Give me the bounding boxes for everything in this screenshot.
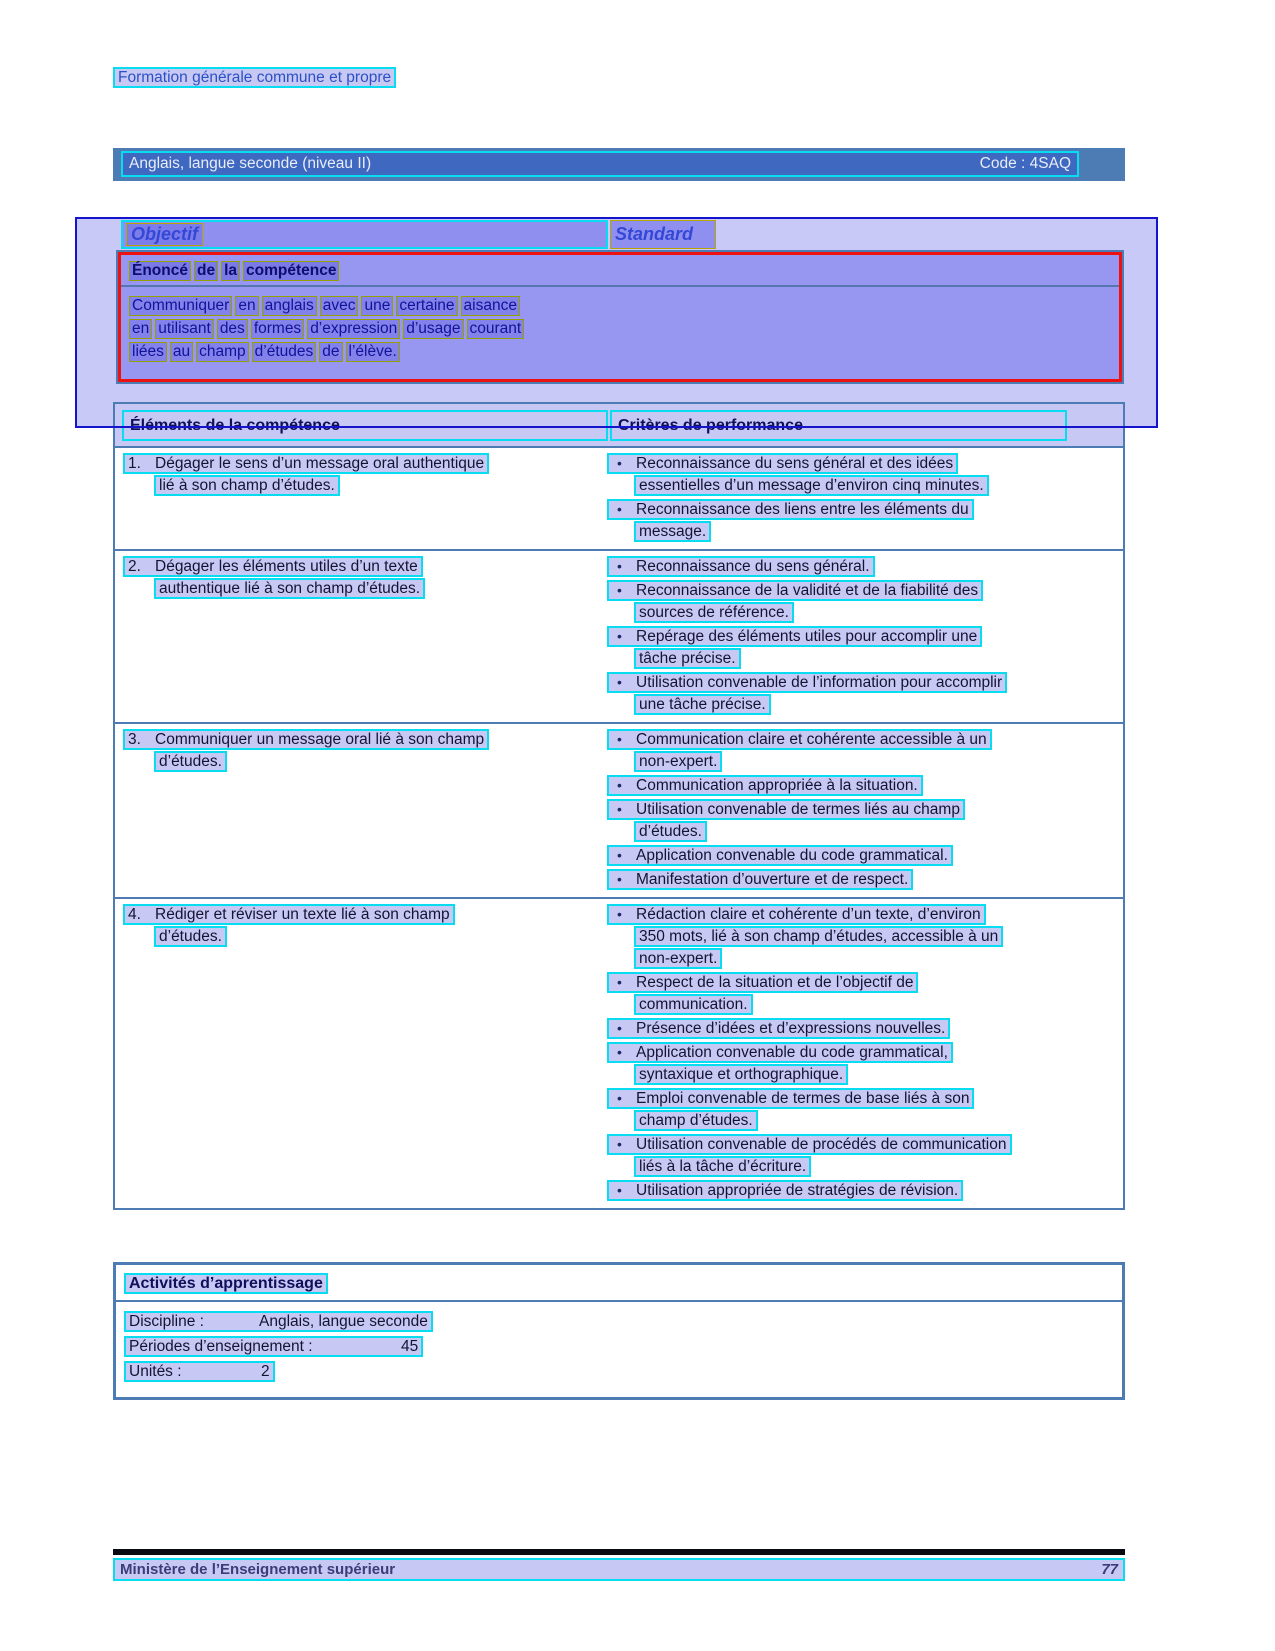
criteria-item bbox=[607, 729, 1123, 772]
text-highlight-line bbox=[634, 475, 989, 496]
bullet-icon: • bbox=[617, 501, 622, 517]
table-row bbox=[115, 722, 1123, 897]
criteria-text: Communication claire et cohérente accessible à un bbox=[636, 731, 987, 748]
bullet-icon: • bbox=[617, 801, 622, 817]
text-highlight-line bbox=[607, 1088, 974, 1109]
criteria-line-row bbox=[607, 972, 1123, 993]
enonce-box-inner bbox=[118, 252, 1122, 382]
activity-label: Discipline : bbox=[129, 1313, 204, 1330]
text-highlight-line bbox=[154, 475, 340, 496]
bullet-icon: • bbox=[617, 731, 622, 747]
text-highlight-line bbox=[634, 994, 753, 1015]
objectif-heading: Objectif bbox=[126, 223, 203, 246]
bullet-icon: • bbox=[617, 1020, 622, 1036]
text-highlight-word: en bbox=[235, 296, 258, 316]
bullet-icon: • bbox=[617, 906, 622, 922]
criteria-cell bbox=[607, 728, 1123, 893]
element-text: authentique lié à son champ d’études. bbox=[159, 580, 421, 597]
element-line-row bbox=[123, 751, 607, 772]
footer-page-number: 77 bbox=[1101, 1561, 1118, 1578]
criteria-text: Utilisation convenable de termes liés au champ bbox=[636, 801, 960, 818]
criteria-line-row bbox=[607, 775, 1123, 796]
bullet-icon: • bbox=[617, 847, 622, 863]
criteria-item bbox=[607, 775, 1123, 796]
text-highlight-line bbox=[607, 453, 958, 474]
activity-value: 2 bbox=[261, 1363, 270, 1380]
text-highlight-word: d’études bbox=[252, 342, 317, 362]
criteria-text: champ d’études. bbox=[639, 1112, 753, 1129]
criteria-text: Présence d’idées et d’expressions nouvelles. bbox=[636, 1020, 946, 1037]
criteria-text: Reconnaissance des liens entre les éléments du bbox=[636, 501, 969, 518]
criteria-line-row bbox=[607, 521, 1123, 542]
element-cell bbox=[115, 555, 607, 718]
enonce-title bbox=[121, 255, 1119, 287]
activities-title-row bbox=[116, 1265, 1122, 1302]
bullet-icon: • bbox=[617, 1090, 622, 1106]
criteria-line-row bbox=[607, 1180, 1123, 1201]
text-highlight-line bbox=[607, 972, 918, 993]
criteria-text: Reconnaissance du sens général. bbox=[636, 558, 870, 575]
criteria-line-row bbox=[607, 948, 1123, 969]
element-line-row bbox=[123, 729, 607, 750]
criteria-item bbox=[607, 972, 1123, 1015]
enonce-body bbox=[121, 287, 1119, 371]
element-text: Dégager les éléments utiles d’un texte bbox=[155, 558, 418, 575]
text-highlight-line bbox=[634, 694, 771, 715]
element-text: d’études. bbox=[159, 928, 222, 945]
criteria-text: sources de référence. bbox=[639, 604, 789, 621]
criteria-line-row bbox=[607, 556, 1123, 577]
course-title: Anglais, langue seconde (niveau II) bbox=[129, 155, 372, 172]
text-highlight-line bbox=[607, 1180, 963, 1201]
enonce-text-line bbox=[129, 342, 1111, 362]
element-line-row bbox=[123, 556, 607, 577]
criteria-item bbox=[607, 556, 1123, 577]
criteria-line-row bbox=[607, 729, 1123, 750]
course-title-highlight bbox=[121, 151, 1079, 177]
enonce-text-line bbox=[129, 296, 1111, 316]
text-highlight-line bbox=[607, 580, 983, 601]
criteria-text: d’études. bbox=[639, 823, 702, 840]
text-highlight-line bbox=[607, 556, 875, 577]
text-highlight-word: une bbox=[361, 296, 393, 316]
criteria-line-row bbox=[607, 1156, 1123, 1177]
text-highlight-line bbox=[154, 751, 227, 772]
criteria-line-row bbox=[607, 672, 1123, 693]
text-highlight-word: Énoncé bbox=[129, 261, 191, 281]
text-highlight-line bbox=[634, 1064, 848, 1085]
criteria-text: Repérage des éléments utiles pour accomplir une bbox=[636, 628, 978, 645]
text-highlight-word: compétence bbox=[243, 261, 339, 281]
element-cell bbox=[115, 728, 607, 893]
criteria-text: Utilisation convenable de procédés de communication bbox=[636, 1136, 1007, 1153]
bullet-icon: • bbox=[617, 974, 622, 990]
criteria-text: Utilisation appropriée de stratégies de révision. bbox=[636, 1182, 959, 1199]
activities-lines bbox=[116, 1302, 1122, 1391]
criteria-line-row bbox=[607, 926, 1123, 947]
criteria-line-row bbox=[607, 904, 1123, 925]
text-highlight-word: au bbox=[170, 342, 193, 362]
criteria-cell bbox=[607, 555, 1123, 718]
text-highlight-line bbox=[634, 1156, 811, 1177]
criteria-line-row bbox=[607, 1088, 1123, 1109]
text-highlight-line bbox=[634, 948, 722, 969]
text-highlight-word: de bbox=[194, 261, 218, 281]
criteria-item bbox=[607, 499, 1123, 542]
activity-value: 45 bbox=[401, 1338, 419, 1355]
element-line-row bbox=[123, 578, 607, 599]
text-highlight-word: l’élève. bbox=[346, 342, 400, 362]
criteria-text: Reconnaissance du sens général et des idées bbox=[636, 455, 954, 472]
competence-table bbox=[113, 402, 1125, 1210]
criteria-text: liés à la tâche d’écriture. bbox=[639, 1158, 807, 1175]
text-highlight-word: en bbox=[129, 319, 152, 339]
competence-table-rows bbox=[115, 448, 1123, 1208]
objectif-heading-box bbox=[121, 220, 608, 249]
table-row bbox=[115, 549, 1123, 722]
text-highlight-word: champ bbox=[196, 342, 249, 362]
text-highlight-line bbox=[607, 1018, 950, 1039]
text-highlight-line bbox=[607, 1042, 953, 1063]
criteria-line-row bbox=[607, 821, 1123, 842]
course-title-bar bbox=[113, 148, 1125, 181]
text-highlight-line bbox=[607, 869, 913, 890]
activities-title: Activités d’apprentissage bbox=[124, 1273, 328, 1294]
element-line-row bbox=[123, 475, 607, 496]
text-highlight-line bbox=[634, 926, 1003, 947]
text-highlight-line bbox=[607, 499, 974, 520]
activity-label: Périodes d’enseignement : bbox=[129, 1338, 313, 1355]
criteria-text: communication. bbox=[639, 996, 748, 1013]
footer-ministry: Ministère de l’Enseignement supérieur bbox=[120, 1561, 396, 1578]
criteria-line-row bbox=[607, 845, 1123, 866]
criteria-line-row bbox=[607, 1042, 1123, 1063]
criteria-line-row bbox=[607, 869, 1123, 890]
bullet-icon: • bbox=[617, 628, 622, 644]
element-text: Communiquer un message oral lié à son champ bbox=[155, 731, 485, 748]
criteria-line-row bbox=[607, 626, 1123, 647]
criteria-line-row bbox=[607, 751, 1123, 772]
text-highlight-word: de bbox=[319, 342, 342, 362]
text-highlight-line bbox=[123, 556, 423, 577]
table-header-criteres: Critères de performance bbox=[610, 410, 1067, 441]
text-highlight-word: Communiquer bbox=[129, 296, 232, 316]
criteria-text: non-expert. bbox=[639, 950, 718, 967]
criteria-item bbox=[607, 904, 1123, 969]
text-highlight-line bbox=[634, 602, 794, 623]
criteria-text: Manifestation d’ouverture et de respect. bbox=[636, 871, 909, 888]
text-highlight-line bbox=[607, 799, 965, 820]
course-code: Code : 4SAQ bbox=[979, 155, 1071, 172]
text-highlight-line bbox=[607, 845, 953, 866]
criteria-line-row bbox=[607, 648, 1123, 669]
criteria-line-row bbox=[607, 994, 1123, 1015]
criteria-cell bbox=[607, 452, 1123, 545]
criteria-item bbox=[607, 580, 1123, 623]
element-text: Rédiger et réviser un texte lié à son champ bbox=[155, 906, 450, 923]
bullet-icon: • bbox=[617, 558, 622, 574]
criteria-text: Emploi convenable de termes de base liés à son bbox=[636, 1090, 970, 1107]
criteria-line-row bbox=[607, 1110, 1123, 1131]
bullet-icon: • bbox=[617, 582, 622, 598]
element-cell bbox=[115, 452, 607, 545]
text-highlight-word: utilisant bbox=[155, 319, 214, 339]
bullet-icon: • bbox=[617, 455, 622, 471]
criteria-text: Respect de la situation et de l’objectif de bbox=[636, 974, 914, 991]
criteria-item bbox=[607, 1042, 1123, 1085]
element-line-row bbox=[123, 904, 607, 925]
text-highlight-word: formes bbox=[251, 319, 304, 339]
text-highlight-line bbox=[124, 1361, 275, 1382]
text-highlight-line bbox=[123, 904, 455, 925]
text-highlight-line bbox=[634, 751, 722, 772]
text-highlight-line bbox=[123, 729, 489, 750]
element-text: Dégager le sens d’un message oral authentique bbox=[155, 455, 485, 472]
activity-value: Anglais, langue seconde bbox=[259, 1313, 428, 1330]
text-highlight-word: courant bbox=[467, 319, 525, 339]
competence-table-header bbox=[115, 404, 1123, 448]
activities-box bbox=[113, 1262, 1125, 1400]
text-highlight-line bbox=[154, 578, 425, 599]
criteria-text: Application convenable du code grammatical, bbox=[636, 1044, 948, 1061]
criteria-line-row bbox=[607, 1064, 1123, 1085]
footer-rule bbox=[113, 1549, 1125, 1555]
criteria-item bbox=[607, 672, 1123, 715]
bullet-icon: • bbox=[617, 871, 622, 887]
criteria-line-row bbox=[607, 1018, 1123, 1039]
text-highlight-line bbox=[607, 626, 982, 647]
text-highlight-line bbox=[634, 1110, 758, 1131]
text-highlight-line bbox=[607, 1134, 1012, 1155]
text-highlight-line bbox=[607, 672, 1007, 693]
criteria-text: message. bbox=[639, 523, 707, 540]
criteria-item bbox=[607, 453, 1123, 496]
bullet-icon: • bbox=[617, 674, 622, 690]
text-highlight-word: aisance bbox=[461, 296, 520, 316]
criteria-text: non-expert. bbox=[639, 753, 718, 770]
element-line-row bbox=[123, 926, 607, 947]
criteria-line-row bbox=[607, 799, 1123, 820]
text-highlight-line bbox=[607, 775, 923, 796]
criteria-text: Application convenable du code grammatical. bbox=[636, 847, 948, 864]
criteria-item bbox=[607, 799, 1123, 842]
element-cell bbox=[115, 903, 607, 1204]
criteria-item bbox=[607, 1088, 1123, 1131]
criteria-text: tâche précise. bbox=[639, 650, 736, 667]
bullet-icon: • bbox=[617, 1044, 622, 1060]
enonce-text-line bbox=[129, 319, 1111, 339]
criteria-text: essentielles d’un message d’environ cinq minutes. bbox=[639, 477, 984, 494]
text-highlight-line bbox=[607, 904, 986, 925]
element-number: 4. bbox=[128, 906, 141, 923]
text-highlight-word: d’expression bbox=[307, 319, 400, 339]
standard-heading: Standard bbox=[610, 220, 716, 249]
text-highlight-line bbox=[124, 1311, 433, 1332]
criteria-text: Utilisation convenable de l’information pour accomplir bbox=[636, 674, 1003, 691]
criteria-line-row bbox=[607, 453, 1123, 474]
element-text: d’études. bbox=[159, 753, 222, 770]
element-number: 3. bbox=[128, 731, 141, 748]
text-highlight-line bbox=[154, 926, 227, 947]
text-highlight-line bbox=[634, 521, 711, 542]
criteria-text: Rédaction claire et cohérente d’un texte, d’environ bbox=[636, 906, 981, 923]
criteria-cell bbox=[607, 903, 1123, 1204]
criteria-text: 350 mots, lié à son champ d’études, accessible à un bbox=[639, 928, 999, 945]
criteria-line-row bbox=[607, 475, 1123, 496]
activity-label: Unités : bbox=[129, 1363, 182, 1380]
criteria-item bbox=[607, 1180, 1123, 1201]
element-text: lié à son champ d’études. bbox=[159, 477, 335, 494]
activity-line-row bbox=[124, 1361, 1114, 1382]
text-highlight-line bbox=[607, 729, 992, 750]
footer-bar bbox=[113, 1558, 1125, 1581]
table-header-elements: Éléments de la compétence bbox=[122, 410, 608, 441]
criteria-line-row bbox=[607, 602, 1123, 623]
bullet-icon: • bbox=[617, 1136, 622, 1152]
criteria-item bbox=[607, 869, 1123, 890]
element-number: 1. bbox=[128, 455, 141, 472]
criteria-text: une tâche précise. bbox=[639, 696, 766, 713]
enonce-box bbox=[116, 250, 1124, 384]
criteria-line-row bbox=[607, 580, 1123, 601]
criteria-item bbox=[607, 1018, 1123, 1039]
activity-line-row bbox=[124, 1336, 1114, 1357]
text-highlight-word: avec bbox=[320, 296, 359, 316]
bullet-icon: • bbox=[617, 1182, 622, 1198]
activity-line-row bbox=[124, 1311, 1114, 1332]
text-highlight-line bbox=[123, 453, 489, 474]
element-number: 2. bbox=[128, 558, 141, 575]
criteria-text: Communication appropriée à la situation. bbox=[636, 777, 918, 794]
criteria-text: Reconnaissance de la validité et de la fiabilité des bbox=[636, 582, 979, 599]
text-highlight-word: anglais bbox=[262, 296, 317, 316]
criteria-text: syntaxique et orthographique. bbox=[639, 1066, 844, 1083]
criteria-item bbox=[607, 1134, 1123, 1177]
table-row bbox=[115, 897, 1123, 1208]
text-highlight-word: des bbox=[217, 319, 248, 339]
criteria-line-row bbox=[607, 694, 1123, 715]
criteria-item bbox=[607, 845, 1123, 866]
text-highlight-line bbox=[634, 648, 741, 669]
document-header-text: Formation générale commune et propre bbox=[113, 67, 396, 88]
criteria-line-row bbox=[607, 499, 1123, 520]
text-highlight-word: liées bbox=[129, 342, 167, 362]
table-row bbox=[115, 448, 1123, 549]
text-highlight-line bbox=[124, 1336, 423, 1357]
criteria-item bbox=[607, 626, 1123, 669]
text-highlight-word: la bbox=[221, 261, 240, 281]
text-highlight-word: certaine bbox=[396, 296, 457, 316]
bullet-icon: • bbox=[617, 777, 622, 793]
text-highlight-word: d’usage bbox=[403, 319, 463, 339]
element-line-row bbox=[123, 453, 607, 474]
criteria-line-row bbox=[607, 1134, 1123, 1155]
text-highlight-line bbox=[634, 821, 707, 842]
